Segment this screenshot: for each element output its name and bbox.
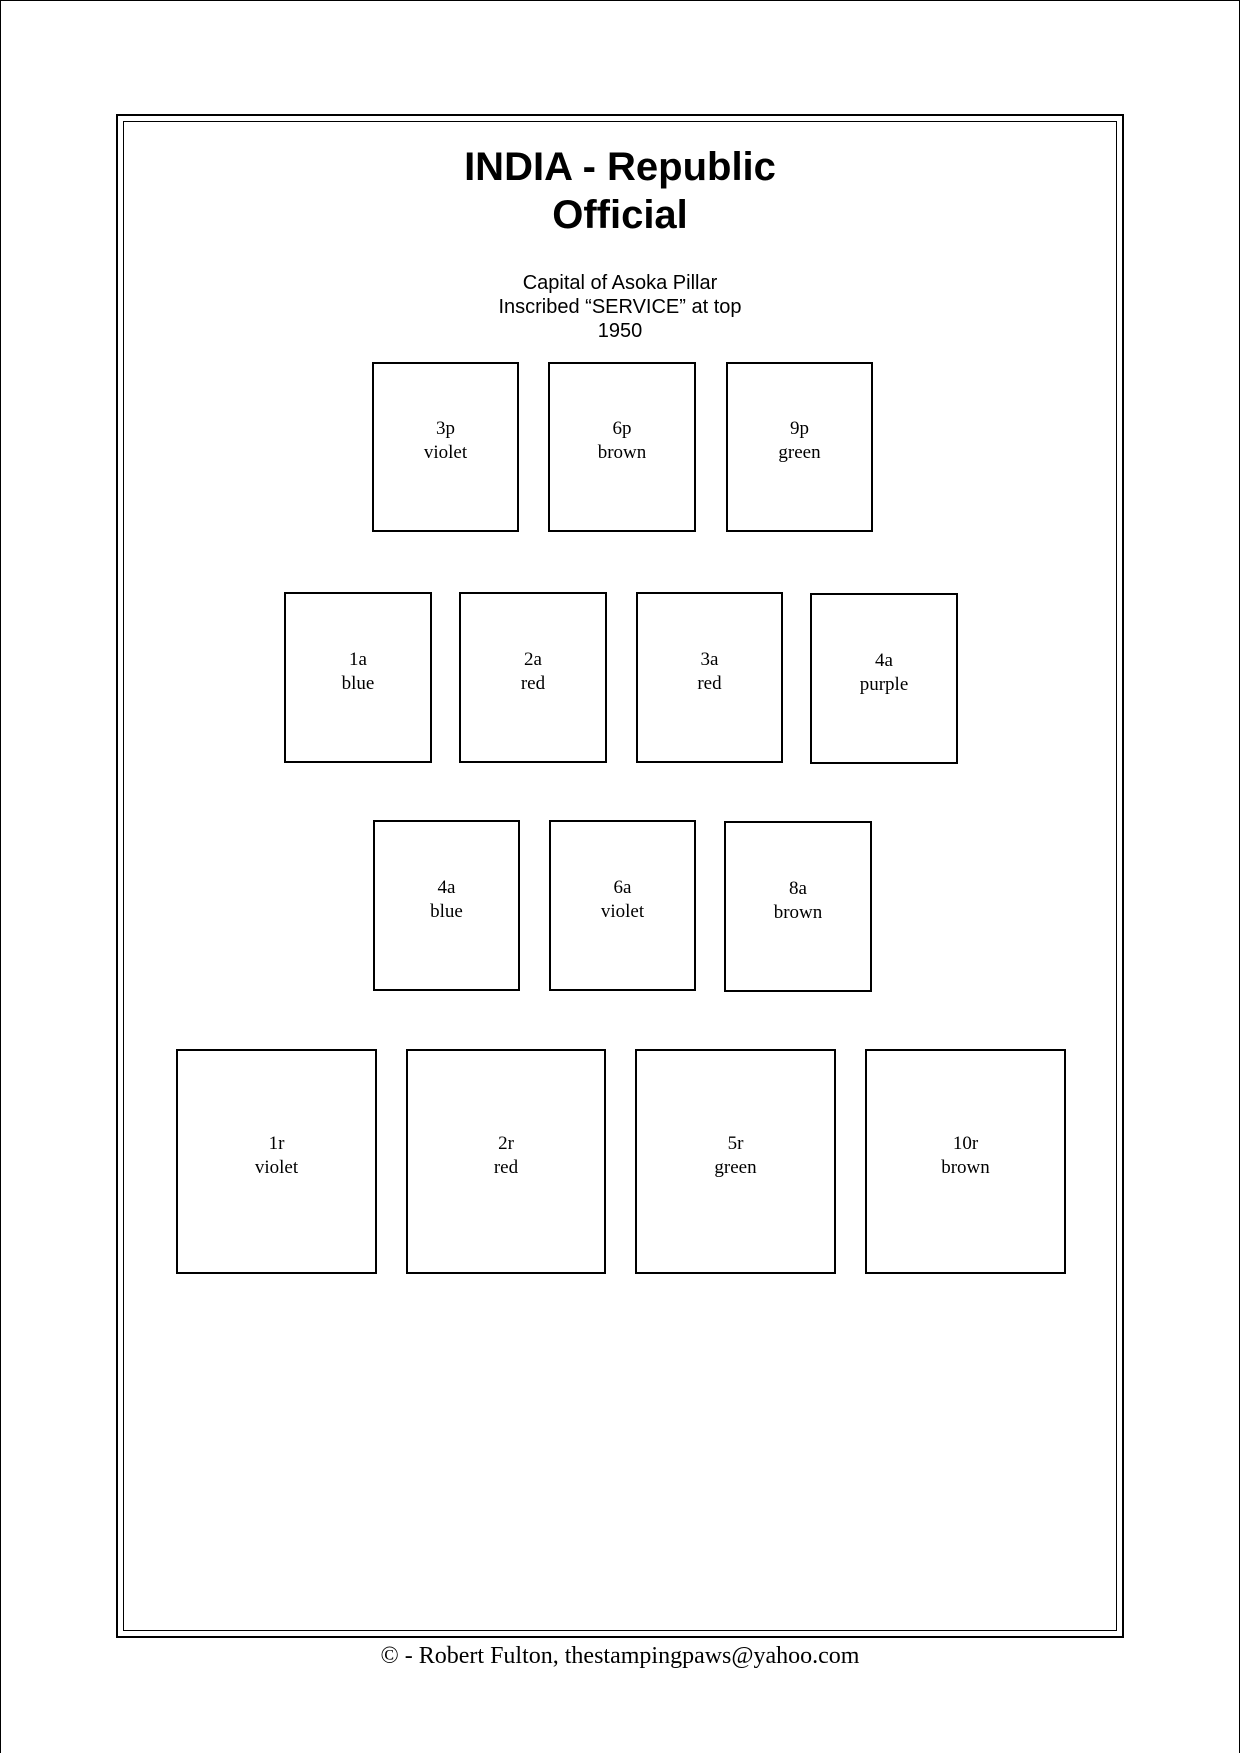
stamp-color: green bbox=[714, 1156, 757, 1178]
stamp-space bbox=[810, 593, 958, 764]
stamp-space bbox=[284, 592, 432, 763]
stamp-denomination: 6a bbox=[613, 876, 632, 898]
stamp-space bbox=[549, 820, 696, 991]
stamp-denomination: 3p bbox=[436, 418, 455, 439]
stamp-denomination: 1r bbox=[268, 1132, 285, 1154]
page-subtitle: Official bbox=[552, 193, 688, 237]
stamp-denomination: 3a bbox=[700, 648, 719, 670]
stamp-space bbox=[724, 821, 872, 992]
stamp-denomination: 5r bbox=[727, 1132, 744, 1154]
page-title: INDIA - Republic bbox=[464, 145, 776, 189]
copyright-footer: © - Robert Fulton, thestampingpaws@yahoo.com bbox=[380, 1643, 860, 1669]
stamp-denomination: 4a bbox=[875, 649, 893, 671]
stamp-space bbox=[726, 362, 873, 532]
stamp-denomination: 6p bbox=[612, 418, 632, 439]
issue-description: Capital of Asoka Pillar bbox=[522, 272, 718, 294]
stamp-space bbox=[865, 1049, 1066, 1274]
issue-inscription: Inscribed “SERVICE” at top bbox=[498, 296, 742, 318]
stamp-denomination: 4a bbox=[437, 876, 456, 898]
stamp-color: violet bbox=[423, 442, 468, 463]
stamp-color: violet bbox=[254, 1156, 299, 1178]
stamp-space bbox=[176, 1049, 377, 1274]
stamp-color: red bbox=[493, 1156, 519, 1178]
stamp-color: green bbox=[778, 442, 821, 463]
stamp-space bbox=[635, 1049, 836, 1274]
stamp-space bbox=[406, 1049, 606, 1274]
stamp-color: brown bbox=[773, 901, 823, 923]
stamp-denomination: 10r bbox=[952, 1132, 979, 1154]
stamp-color: blue bbox=[341, 672, 375, 694]
stamp-color: red bbox=[520, 672, 546, 694]
stamp-color: purple bbox=[859, 673, 909, 695]
stamp-space bbox=[372, 362, 519, 532]
stamp-color: brown bbox=[597, 442, 647, 463]
stamp-color: brown bbox=[941, 1156, 990, 1178]
stamp-space bbox=[459, 592, 607, 763]
stamp-denomination: 9p bbox=[789, 418, 809, 439]
stamp-denomination: 8a bbox=[789, 877, 807, 899]
issue-year: 1950 bbox=[597, 320, 643, 342]
stamp-color: red bbox=[697, 672, 722, 694]
stamp-denomination: 2a bbox=[524, 648, 542, 670]
stamp-space bbox=[373, 820, 520, 991]
stamp-denomination: 2r bbox=[498, 1132, 514, 1154]
stamp-color: blue bbox=[430, 900, 463, 922]
stamp-space bbox=[636, 592, 783, 763]
stamp-color: violet bbox=[600, 900, 645, 922]
stamp-space bbox=[548, 362, 696, 532]
stamp-denomination: 1a bbox=[349, 648, 367, 670]
